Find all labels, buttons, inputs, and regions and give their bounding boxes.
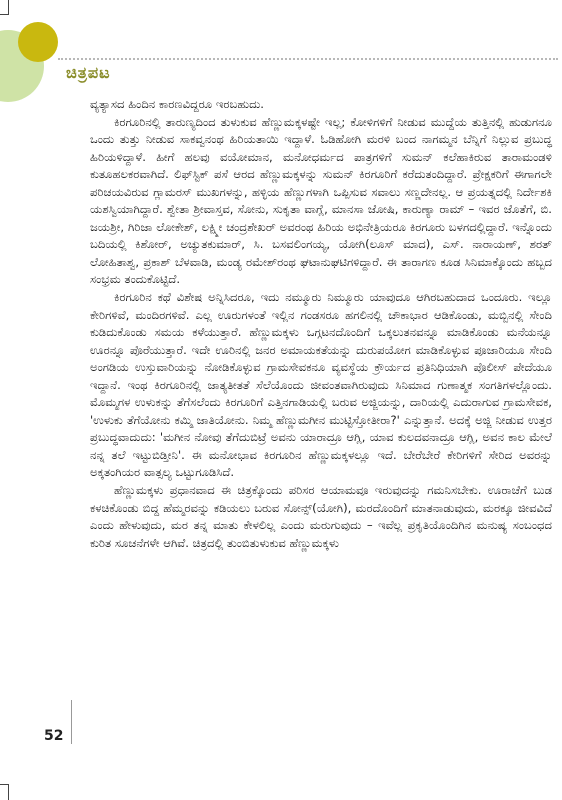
crop-mark-top-h bbox=[0, 14, 9, 15]
crop-mark-bottom bbox=[8, 784, 9, 800]
header-dotted-rule bbox=[58, 58, 558, 60]
paragraph-1: ವ್ಯತ್ಯಾಸದ ಹಿಂದಿನ ಕಾರಣವಿದ್ದರೂ ಇರಬಹುದು. bbox=[90, 97, 264, 111]
article-body bbox=[90, 96, 552, 552]
page-number: 52 bbox=[44, 728, 64, 744]
crop-mark-bottom-h bbox=[0, 784, 9, 785]
section-title: ಚಿತ್ರಪಟ bbox=[66, 63, 111, 82]
paragraph-4: ಹೆಣ್ಣುಮಕ್ಕಳು ಪ್ರಧಾನವಾದ ಈ ಚಿತ್ರಕ್ಕೊಂದು ಪರಿಸರ ಆಯಾಮವೂ ಇರುವುದನ್ನು ಗಮನಿಸಬೇಕು. ಊರಾಚೆಗೆ ಬುಡ ಕಳಚಿಕೊಂಡು ಬಿದ್ದ ಹೆಮ್ಮರವನ್ನು ಕಡಿಯಲು ಬರುವ ಸೋನ್ಸ್(ಯೋಗಿ), ಮರದೊಂದಿಗೆ ಮಾತನಾಡುವುದು, ಮರಕ್ಕೂ ಜೀವವಿದೆ ಎಂದು ಹೇಳುವುದು, ಮರ ತನ್ನ ಮಾತು ಕೇಳಲಿಲ್ಲ ಎಂದು ಮರುಗುವುದು – ಇವೆಲ್ಲ ಪ್ರಕೃತಿಯೊಂದಿಗಿನ ಮನುಷ್ಯ ಸಂಬಂಧದ ಕುರಿತ ಸೂಚನೆಗಳೇ ಆಗಿವೆ. ಚಿತ್ರದಲ್ಲಿ ತುಂಬಿತುಳುಕುವ ಹೆಣ್ಣುಮಕ್ಕಳು bbox=[90, 483, 552, 550]
page-number-rule bbox=[71, 700, 72, 744]
paragraph-3: ಕಿರಗೂರಿನ ಕಥೆ ವಿಶೇಷ ಅನ್ನಿಸಿದರೂ, ಇದು ನಮ್ಮೂರು ನಿಮ್ಮೂರು ಯಾವುದೂ ಆಗಿರಬಹುದಾದ ಒಂದೂರು. ಇಲ್ಲೂ ಕೇರಿಗಳಿವೆ, ಮಂದಿರಗಳಿವೆ. ಎಲ್ಲ ಊರುಗಳಂತೆ ಇಲ್ಲಿನ ಗಂಡಸರೂ ಹಗಲಿನಲ್ಲಿ ಚೌಕಾಭಾರ ಆಡಿಕೊಂಡು, ಮಬ್ಬಿನಲ್ಲಿ ಸೇಂದಿ ಕುಡಿದುಕೊಂಡು ಸಮಯ ಕಳೆಯುತ್ತಾರೆ. ಹೆಣ್ಣುಮಕ್ಕಳು ಒಗ್ಗಟನದೊಂದಿಗೆ ಒಕ್ಕಲುತನವನ್ನೂ ಮಾಡಿಕೊಂಡು ಮನೆಯನ್ನೂ ಊರನ್ನೂ ಪೊರೆಯುತ್ತಾರೆ. ಇದೇ ಊರಿನಲ್ಲಿ ಜನರ ಅಮಾಯಕತೆಯನ್ನು ದುರುಪಯೋಗ ಮಾಡಿಕೊಳ್ಳುವ ಪೂಜಾರಿಯೂ ಸೇಂದಿ ಅಂಗಡಿಯ ಉಸ್ತುವಾರಿಯನ್ನು ನೋಡಿಕೊಳ್ಳುವ ಗ್ರಾಮಸೇವಕನೂ ವ್ಯವಸ್ಥೆಯ ಕ್ರೌರ್ಯದ ಪ್ರತಿನಿಧಿಯಾಗಿ ಪೊಲೀಸ್ ಪೇದೆಯೂ ಇದ್ದಾನೆ. ಇಂಥ ಕಿರಗೂರಿನಲ್ಲಿ ಜಾತ್ಯತೀತತೆ ಸೆಲೆಯೊಂದು ಜೀವಂತವಾಗಿರುವುದು ಸಿನಿಮಾದ ಗುಣಾತ್ಮಕ ಸಂಗತಿಗಳಲ್ಲೊಂದು. ಮೊಮ್ಮಗಳ ಉಳುಕನ್ನು ತೆಗೆಸಲೆಂದು ಕಿರಗೂರಿಗೆ ಎತ್ತಿನಗಾಡಿಯಲ್ಲಿ ಬರುವ ಅಜ್ಜಿಯನ್ನು, ದಾರಿಯಲ್ಲಿ ಎದುರಾಗುವ ಗ್ರಾಮಸೇವಕ, 'ಉಳುಕು ತೆಗೆಯೋನು ಕಮ್ಮಿ ಜಾತಿಯೋನು. ನಿಮ್ಮ ಹೆಣ್ಣುಮಗೀನ ಮುಟ್ಟಿಸ್ತೋತೀರಾ?' ಎನ್ನುತ್ತಾನೆ. ಅದಕ್ಕೆ ಅಜ್ಜಿ ನೀಡುವ ಉತ್ತರ ಪ್ರಬುದ್ಧವಾದುದು: 'ಮಗೀನ ನೋವು ತೆಗೆದುಬಿಟ್ರೆ ಅವನು ಯಾರಾದ್ರೂ ಆಗ್ಲಿ, ಯಾವ ಕುಲದವನಾದ್ರೂ ಆಗ್ಲಿ, ಅವನ ಕಾಲ ಮೇಲೆ ನನ್ನ ತಲೆ ಇಟ್ಟುಬಿಡ್ತೀನಿ'. ಈ ಮನೋಭಾವ ಕಿರಗೂರಿನ ಹೆಣ್ಣುಮಕ್ಕಳಲ್ಲೂ ಇದೆ. ಬೇರೆಬೇರೆ ಕೇರಿಗಳಿಗೆ ಸೇರಿದ ಅವರನ್ನು ಅಕ್ಕತಂಗಿಯರ ವಾತ್ಸಲ್ಯ ಒಟ್ಟುಗೂಡಿಸಿದೆ. bbox=[90, 290, 552, 480]
crop-mark-top bbox=[8, 0, 9, 14]
decorative-gold-circle bbox=[18, 22, 58, 62]
paragraph-2: ಕಿರಗೂರಿನಲ್ಲಿ ತಾರುಣ್ಯದಿಂದ ತುಳುಕುವ ಹೆಣ್ಣುಮಕ್ಕಳಷ್ಟೇ ಇಲ್ಲ; ಕೋಳಿಗಳಿಗೆ ನೀಡುವ ಮುದ್ದೆಯ ತುತ್ತಿನಲ್ಲಿ ಹುಡುಗನೂ ಒಂದು ತುತ್ತು ನೀಡುವ ಸಾಕವ್ವನಂಥ ಹಿರಿಯತಾಯಿ ಇದ್ದಾಳೆ. ಓಡಿಹೋಗಿ ಮರಳಿ ಬಂದ ನಾಗಮ್ಮನ ಬೆನ್ನಿಗೆ ನಿಲ್ಲುವ ಪ್ರಬುದ್ಧ ಹಿರಿಯಳಿದ್ದಾಳೆ. ಹೀಗೆ ಹಲವು ವಯೋಮಾನ, ಮನೋಧರ್ಮದ ಪಾತ್ರಗಳಿಗೆ ಸುಮನ್ ಕಲೆಹಾಕಿರುವ ತಾರಾಮಂಡಳಿ ಕುತೂಹಲಕರವಾಗಿದೆ. ಲಿಫ್‌ಸ್ಟಿಕ್ ಪಸೆ ಆರದ ಹೆಣ್ಣುಮಕ್ಕಳನ್ನು ಸುಮನ್ ಕಿರಗೂರಿಗೆ ಕರೆದುತಂದಿದ್ದಾರೆ. ಪ್ರೇಕ್ಷಕರಿಗೆ ಈಗಾಗಲೇ ಪರಿಚಯವಿರುವ ಗ್ಲಾಮರಸ್ ಮುಖಗಳನ್ನು, ಹಳ್ಳಿಯ ಹೆಣ್ಣುಗಳಾಗಿ ಒಪ್ಪಿಸುವ ಸವಾಲು ಸಣ್ಣದೇನಲ್ಲ. ಆ ಪ್ರಯತ್ನದಲ್ಲಿ ನಿರ್ದೇಶಕಿ ಯಶಸ್ವಿಯಾಗಿದ್ದಾರೆ. ಶ್ವೇತಾ ಶ್ರೀವಾಸ್ತವ, ಸೋನು, ಸುಕೃತಾ ವಾಗ್ಲೆ, ಮಾನಸಾ ಜೋಷಿ, ಕಾರುಣ್ಯಾ ರಾಮ್ – ಇವರ ಜೊತೆಗೆ, ಬಿ. ಜಯಶ್ರೀ, ಗಿರಿಜಾ ಲೋಕೇಶ್, ಲಕ್ಷ್ಮೀ ಚಂದ್ರಶೇಖರ್ ಅವರಂಥ ಹಿರಿಯ ಅಭಿನೇತ್ರಿಯರೂ ಕಿರಗೂರು ಬಳಗದಲ್ಲಿದ್ದಾರೆ. ಇನ್ನೊಂದು ಬದಿಯಲ್ಲಿ ಕಿಶೋರ್, ಅಚ್ಯುತಕುಮಾರ್, ಸಿ. ಬಸವಲಿಂಗಯ್ಯ, ಯೋಗಿ(ಲೂಸ್ ಮಾದ), ಎಸ್. ನಾರಾಯಣ್, ಶರತ್ ಲೋಹಿತಾಶ್ವ, ಪ್ರಕಾಶ್ ಬೆಳವಾಡಿ, ಮಂಡ್ಯ ರಮೇಶ್‌ರಂಥ ಘಟಾನುಘಟಿಗಳಿದ್ದಾರೆ. ಈ ತಾರಾಗಣ ಕೂಡ ಸಿನಿಮಾಕ್ಕೊಂದು ಹಬ್ಬದ ಸಂಭ್ರಮ ತಂದುಕೊಟ್ಟಿದೆ. bbox=[90, 114, 552, 287]
